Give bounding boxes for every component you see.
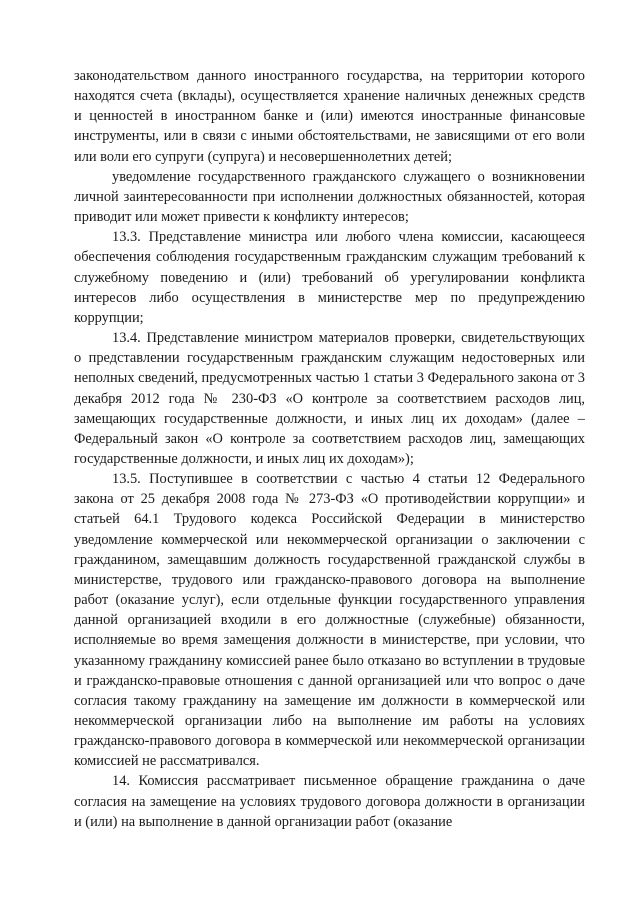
paragraph-13-4: 13.4. Представление министром материалов проверки, свидетельствующих о представлении государственным гражданским служащим недостоверных или неполных сведений, предусмотренных частью 1 статьи 3 Федерального закона от 3 декабря 2012 года № 230-ФЗ «О контроле за соответствием расходов лиц, замещающих государственные должности, и иных лиц их доходам» (далее – Федеральный закон «О контроле за соответствием расходов лиц, замещающих государственные должности, и иных лиц их доходам»); — [74, 330, 585, 467]
paragraph-conflict-notice: уведомление государственного гражданского служащего о возникновении личной заинтересованности при исполнении должностных обязанностей, которая приводит или может привести к конфликту интересов; — [74, 168, 585, 226]
paragraph-13-3: 13.3. Представление министра или любого члена комиссии, касающееся обеспечения соблюдения государственным гражданским служащим требований к служебному поведению и (или) требований об урегулировании конфликта интересов либо осуществления в министерстве мер по предупреждению коррупции; — [74, 229, 585, 326]
paragraph-13-5: 13.5. Поступившее в соответствии с частью 4 статьи 12 Федерального закона от 25 декабря 2008 года № 273-ФЗ «О противодействии коррупции» и статьей 64.1 Трудового кодекса Российской Федерации в министерство уведомление коммерческой или некоммерческой организации о заключении с гражданином, замещавшим должность государственной гражданской службы в министерстве, трудового или гражданско-правового договора на выполнение работ (оказание услуг), если отдельные функции государственного управления данной организацией входили в его должностные (служебные) обязанности, исполняемые во время замещения должности в министерстве, при условии, что указанному гражданину комиссией ранее было отказано во вступлении в трудовые и гражданско-правовые отношения с данной организацией или что вопрос о даче согласия такому гражданину на замещение им должности в коммерческой или некоммерческой организации либо на выполнение им работы на условиях гражданско-правового договора в коммерческой или некоммерческой организации комиссией не рассматривался. — [74, 471, 585, 770]
paragraph-foreign-accounts: законодательством данного иностранного государства, на территории которого находятся счета (вклады), осуществляется хранение наличных денежных средств и ценностей в иностранном банке и (или) имеются иностранные финансовые инструменты, или в связи с иными обстоятельствами, не зависящими от его воли или воли его супруги (супруга) и несовершеннолетних детей; — [74, 68, 585, 165]
paragraph-14: 14. Комиссия рассматривает письменное обращение гражданина о даче согласия на замещение на условиях трудового договора должности в организации и (или) на выполнение в данной организации работ (оказание — [74, 773, 585, 830]
document-page — [74, 66, 585, 832]
